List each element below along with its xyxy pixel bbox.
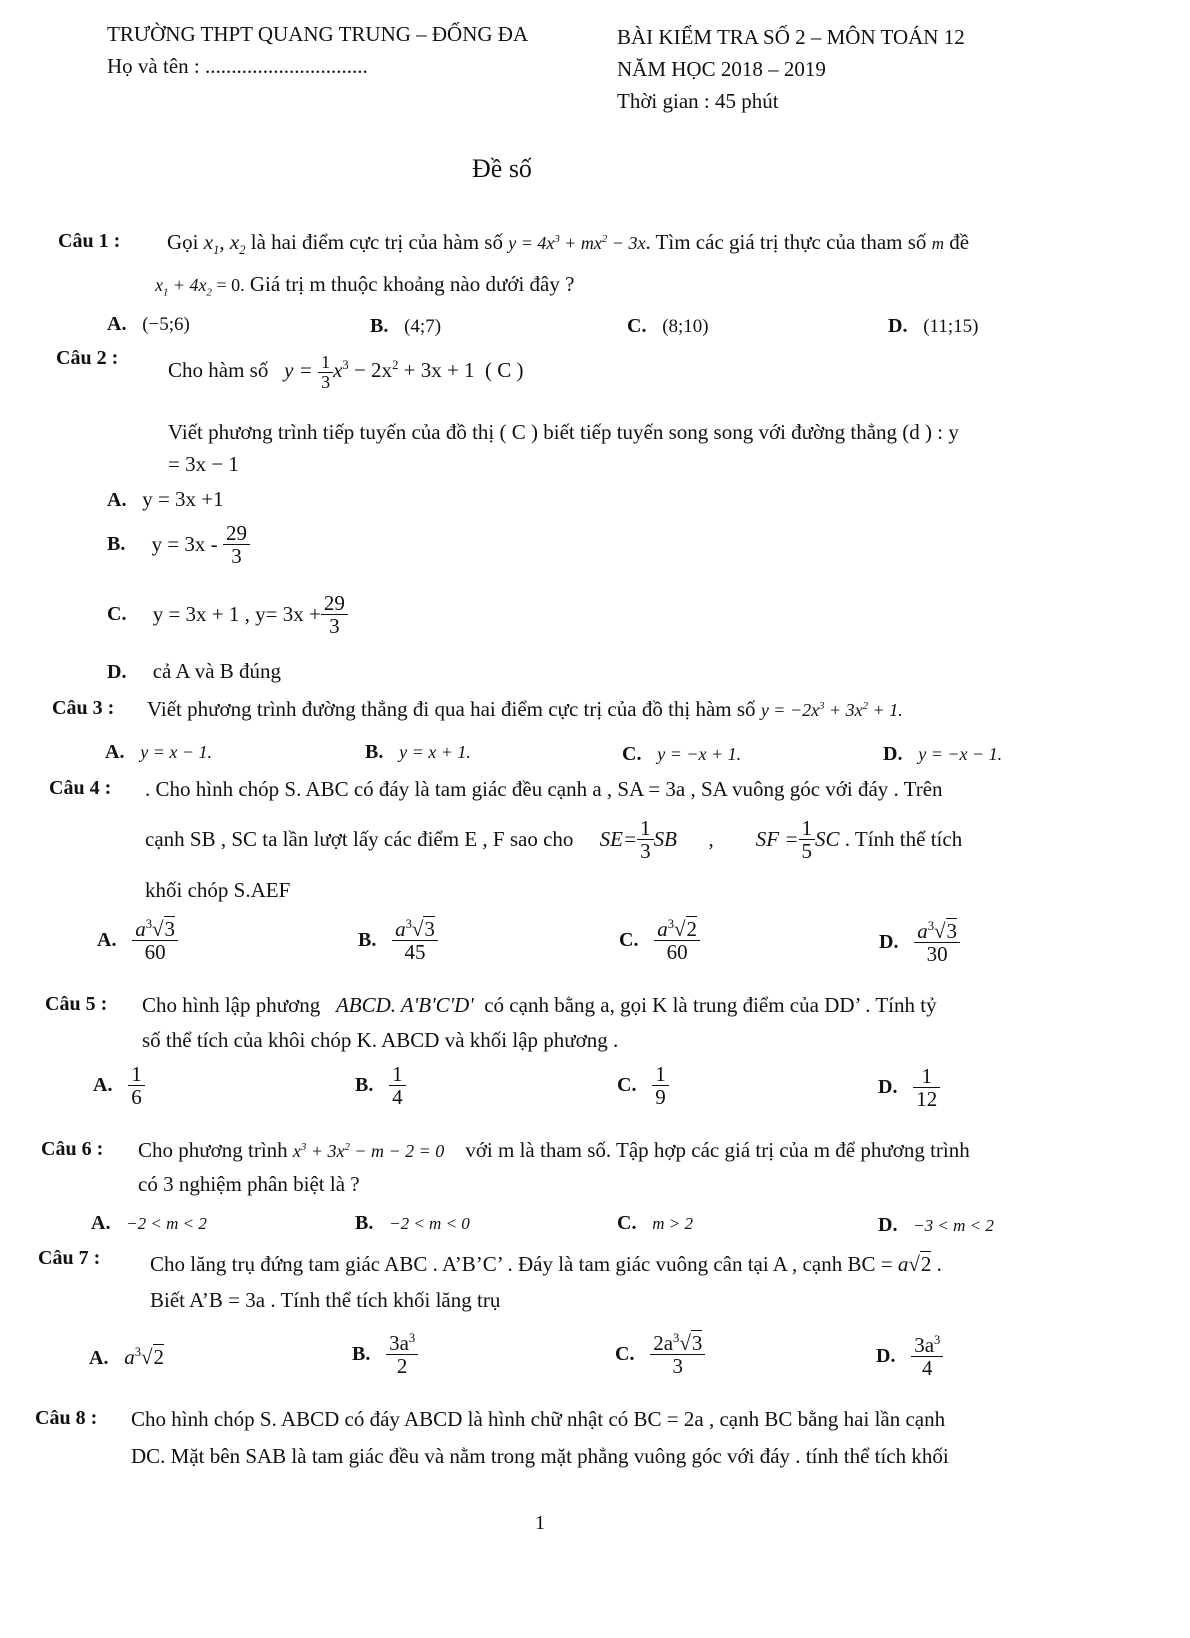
math-exp: 3: [927, 919, 934, 933]
option-letter: D.: [107, 661, 127, 683]
option-text: cả A và B đúng: [152, 659, 282, 683]
option-text: y = −x − 1.: [918, 744, 1003, 764]
question-3-label: Câu 3 :: [52, 697, 115, 719]
math-exp: 3: [405, 917, 412, 931]
option-letter: D.: [878, 1214, 898, 1236]
option-letter: D.: [879, 931, 899, 954]
sqrt-arg: 2: [920, 1252, 932, 1276]
frac-den: 2: [396, 1354, 408, 1379]
math: SB: [653, 827, 677, 852]
student-name-label: Họ và tên : ...............................: [107, 54, 368, 78]
math-exp: 3: [673, 1331, 680, 1345]
math: SE=: [599, 827, 638, 852]
option-text: y = 3x + 1 , y= 3x +: [152, 602, 321, 627]
frac-den: 4: [922, 1356, 933, 1381]
option-letter: A.: [107, 313, 127, 335]
question-5-line2: số thể tích của khôi chóp K. ABCD và khối lập phương .: [142, 1028, 619, 1052]
sqrt-arg: 3: [946, 919, 958, 943]
text: Gọi: [167, 230, 199, 254]
school-name: TRƯỜNG THPT QUANG TRUNG – ĐỐNG ĐA: [107, 22, 529, 46]
option-text: y = 3x -: [151, 532, 218, 557]
option-text: m > 2: [652, 1214, 693, 1233]
option-text: y = x + 1.: [399, 742, 471, 762]
math-var: x: [203, 230, 214, 254]
math-exp: 2: [392, 358, 399, 373]
frac-num: 29: [321, 592, 348, 615]
question-7-option-b[interactable]: [352, 1332, 418, 1377]
math: x: [155, 275, 163, 295]
question-6-line1: [138, 1138, 970, 1163]
frac-den: 9: [655, 1085, 666, 1110]
math-sub: 1: [163, 286, 169, 299]
question-5-option-d[interactable]: [878, 1065, 940, 1110]
frac-num: 1: [799, 817, 816, 840]
text: . Tính thể tích: [844, 827, 963, 852]
math: y = −2x: [760, 700, 820, 720]
text: cạnh SB , SC ta lần lượt lấy các điểm E , F sao cho: [145, 827, 574, 852]
option-text: −2 < m < 2: [126, 1214, 207, 1233]
math: = 0.: [211, 275, 245, 295]
option-text: (4;7): [404, 316, 442, 337]
question-7-option-d[interactable]: [876, 1334, 943, 1379]
question-8-line1: Cho hình chóp S. ABCD có đáy ABCD là hình chữ nhật có BC = 2a , cạnh BC bằng hai lần cạnh: [131, 1407, 946, 1431]
question-5-option-a[interactable]: [93, 1063, 145, 1108]
option-letter: D.: [883, 743, 903, 765]
math: + 1.: [868, 700, 903, 720]
math-exp: 3: [667, 917, 674, 931]
math: + 4x: [168, 275, 207, 295]
question-4-line2: [145, 817, 962, 862]
frac-num: 1: [128, 1063, 145, 1086]
question-2-option-c[interactable]: [107, 592, 348, 637]
text: Cho hàm số: [168, 358, 269, 383]
question-8-label: Câu 8 :: [35, 1407, 98, 1429]
text: Viết phương trình đường thẳng đi qua hai điểm cực trị của đồ thị hàm số: [147, 697, 756, 721]
frac-den: 3: [321, 371, 331, 392]
option-letter: B.: [365, 741, 384, 763]
math-exp: 3: [819, 700, 825, 712]
option-text: −3 < m < 2: [913, 1216, 994, 1235]
question-3-option-b[interactable]: [365, 739, 471, 764]
question-4-option-b[interactable]: B. $\frac{a^3√3}{45}$: [358, 918, 438, 963]
question-1-option-b[interactable]: [370, 313, 441, 338]
curve-name: ( C ): [485, 358, 524, 383]
option-letter: C.: [627, 315, 647, 337]
math: − 3x: [607, 233, 646, 253]
option-text: y = 3x +1: [142, 487, 224, 511]
question-4-option-a[interactable]: A. $\frac{a^3√3}{60}$: [97, 918, 178, 963]
exam-version-title: Đề số: [472, 154, 532, 183]
option-letter: C.: [619, 929, 639, 952]
frac-den: 4: [392, 1085, 403, 1110]
math-exp: 2: [601, 233, 608, 245]
question-4-line1: . Cho hình chóp S. ABC có đáy là tam giác đều cạnh a , SA = 3a , SA vuông góc với đáy . Trên: [145, 777, 943, 801]
math-sub: 2: [239, 243, 246, 258]
math-exp: 2: [862, 700, 869, 712]
option-letter: C.: [107, 603, 127, 626]
option-text: (11;15): [923, 316, 979, 337]
question-7-line1: Cho lăng trụ đứng tam giác ABC . A’B’C’ . Đáy là tam giác vuông cân tại A , cạnh BC = a√2 .: [150, 1252, 942, 1276]
question-2-function: [168, 353, 524, 392]
option-letter: D.: [878, 1076, 898, 1099]
sqrt-arg: 3: [164, 917, 176, 941]
question-5-line1: [142, 993, 937, 1018]
text: có cạnh bằng a, gọi K là trung điểm của DD’ . Tính tỷ: [484, 993, 937, 1017]
question-3-option-d[interactable]: [883, 741, 1002, 766]
frac-den: 3: [231, 544, 242, 569]
frac-den: 12: [916, 1087, 938, 1112]
text: với m là tham số. Tập hợp các giá trị của m để phương trình: [465, 1138, 970, 1162]
math-exp: 3: [145, 917, 152, 931]
option-text: −2 < m < 0: [389, 1214, 470, 1233]
frac-num: 3a: [914, 1333, 935, 1357]
frac-den: 3: [329, 614, 340, 639]
question-4-option-c[interactable]: C. $\frac{a^3√2}{60}$: [619, 918, 700, 963]
option-letter: B.: [352, 1343, 371, 1366]
question-3-option-a[interactable]: [105, 739, 212, 764]
question-6-label: Câu 6 :: [41, 1138, 104, 1160]
math-sub: 1: [213, 243, 220, 258]
text: Giá trị m thuộc khoảng nào dưới đây ?: [249, 272, 575, 296]
question-6-line2: có 3 nghiệm phân biệt là ?: [138, 1172, 360, 1196]
math: a: [657, 917, 668, 941]
question-2-label: Câu 2 :: [56, 347, 119, 369]
frac-den: 3: [672, 1354, 684, 1379]
option-letter: A.: [105, 741, 125, 763]
math-var: x: [229, 230, 240, 254]
math: − m − 2 = 0: [349, 1141, 445, 1161]
frac-den: 6: [131, 1085, 142, 1110]
question-1-option-d[interactable]: [888, 313, 978, 338]
sqrt-arg: 3: [691, 1331, 703, 1355]
frac-den: 5: [801, 839, 812, 864]
option-letter: B.: [370, 315, 389, 337]
text: đề: [949, 230, 970, 254]
option-letter: D.: [876, 1345, 896, 1368]
page-number: 1: [535, 1512, 545, 1534]
math: ABCD. A'B'C'D': [335, 993, 474, 1017]
option-letter: A.: [89, 1347, 109, 1369]
question-5-option-c[interactable]: [617, 1063, 669, 1108]
option-text: (8;10): [662, 316, 709, 337]
question-1-condition: [155, 272, 574, 297]
question-4-option-d[interactable]: D. $\frac{a^3√3}{30}$: [879, 920, 960, 965]
frac-den: 60: [144, 940, 166, 965]
question-2-option-a[interactable]: [107, 487, 224, 512]
math-exp: 3: [554, 233, 560, 245]
text: Cho hình lập phương: [142, 993, 321, 1017]
option-letter: A.: [93, 1074, 113, 1097]
question-4-label: Câu 4 :: [49, 777, 112, 799]
question-5-label: Câu 5 :: [45, 993, 108, 1015]
school-year: NĂM HỌC 2018 – 2019: [617, 57, 826, 81]
question-7-label: Câu 7 :: [38, 1247, 101, 1269]
question-6-option-d[interactable]: [878, 1212, 994, 1237]
math: + mx: [559, 233, 602, 253]
text: . Tìm các giá trị thực của tham số: [645, 230, 927, 254]
exam-duration: Thời gian : 45 phút: [617, 89, 779, 113]
question-2-option-d[interactable]: [107, 659, 281, 684]
math-sep: ,: [219, 230, 225, 254]
text: ,: [708, 827, 714, 852]
question-7-option-a[interactable]: A. $a^3√2$: [89, 1345, 165, 1369]
math-sub: 2: [206, 286, 212, 299]
question-2-line3: = 3x − 1: [168, 452, 239, 476]
math: + 3x: [824, 700, 863, 720]
math: SF =: [755, 827, 799, 852]
sqrt-arg: 2: [686, 917, 698, 941]
question-1-label: Câu 1 :: [58, 230, 121, 252]
question-8-line2: DC. Mặt bên SAB là tam giác đều và nằm trong mặt phẳng vuông góc với đáy . tính thể tích khối: [131, 1444, 949, 1468]
frac-num: 2a: [653, 1331, 674, 1355]
math: a: [124, 1345, 135, 1369]
question-6-option-c[interactable]: [617, 1210, 693, 1235]
text: Cho lăng trụ đứng tam giác ABC . A’B’C’ . Đáy là tam giác vuông cân tại A , cạnh BC =: [150, 1252, 893, 1276]
option-letter: C.: [617, 1212, 637, 1234]
sqrt-arg: 3: [424, 917, 435, 941]
sqrt-arg: 2: [153, 1345, 165, 1369]
option-letter: C.: [615, 1343, 635, 1366]
frac-num: 1: [652, 1063, 669, 1086]
frac-num: 1: [913, 1065, 940, 1088]
question-7-line2: Biết A’B = 3a . Tính thể tích khối lăng trụ: [150, 1288, 501, 1312]
option-text: y = x − 1.: [140, 742, 212, 762]
option-letter: A.: [107, 489, 127, 511]
math: y = 4x: [508, 233, 555, 253]
option-letter: C.: [622, 743, 642, 765]
math: + 3x + 1: [398, 358, 475, 383]
question-5-option-b[interactable]: [355, 1063, 406, 1108]
question-1-text: [167, 230, 970, 258]
question-6-option-b[interactable]: [355, 1210, 470, 1235]
option-letter: B.: [107, 533, 126, 556]
math-exp: 3: [934, 1333, 941, 1347]
option-text: (−5;6): [142, 314, 190, 335]
question-1-option-a[interactable]: [107, 311, 190, 336]
math-var: m: [931, 234, 944, 253]
math: a: [135, 917, 146, 941]
text: .: [931, 1252, 942, 1276]
frac-num: 1: [318, 353, 333, 373]
option-letter: A.: [91, 1212, 111, 1234]
frac-den: 60: [666, 940, 688, 965]
option-letter: C.: [617, 1074, 637, 1097]
math: + 3x: [306, 1141, 345, 1161]
frac-num: 1: [389, 1063, 406, 1086]
frac-den: 3: [640, 839, 651, 864]
question-6-option-a[interactable]: [91, 1210, 207, 1235]
math-exp: 3: [300, 1141, 307, 1153]
frac-den: 30: [926, 942, 948, 967]
frac-num: 29: [223, 522, 250, 545]
option-letter: B.: [355, 1212, 374, 1234]
text: là hai điểm cực trị của hàm số: [250, 230, 503, 254]
math: a: [897, 1252, 909, 1276]
math-exp: 3: [134, 1345, 141, 1359]
math: a: [917, 919, 928, 943]
math: y =: [284, 358, 313, 383]
option-text: y = −x + 1.: [657, 744, 742, 764]
question-3-text: [147, 697, 903, 722]
option-letter: B.: [355, 1074, 374, 1097]
question-1-option-c[interactable]: [627, 313, 709, 338]
question-2-line2: Viết phương trình tiếp tuyến của đồ thị ( C ) biết tiếp tuyến song song với đường thẳng (d ) : y: [168, 420, 959, 444]
math-exp: 2: [344, 1141, 350, 1153]
math: − 2x: [348, 358, 393, 383]
question-4-line3: khối chóp S.AEF: [145, 878, 291, 902]
math: x: [333, 358, 343, 383]
math: a: [395, 917, 406, 941]
option-letter: A.: [97, 929, 117, 952]
math-exp: 3: [408, 1331, 416, 1345]
option-letter: B.: [358, 929, 377, 952]
math-exp: 3: [342, 358, 349, 373]
question-2-option-b[interactable]: [107, 522, 250, 567]
frac-num: 1: [637, 817, 654, 840]
exam-title: BÀI KIỂM TRA SỐ 2 – MÔN TOÁN 12: [617, 25, 965, 49]
math: x: [292, 1141, 301, 1161]
question-3-option-c[interactable]: [622, 741, 741, 766]
frac-den: 45: [404, 940, 426, 965]
math: SC: [815, 827, 840, 852]
text: Cho phương trình: [138, 1138, 288, 1162]
question-7-option-c[interactable]: C. $\frac{2a^3√3}{3}$: [615, 1332, 705, 1377]
option-letter: D.: [888, 315, 908, 337]
frac-num: 3a: [389, 1331, 409, 1355]
